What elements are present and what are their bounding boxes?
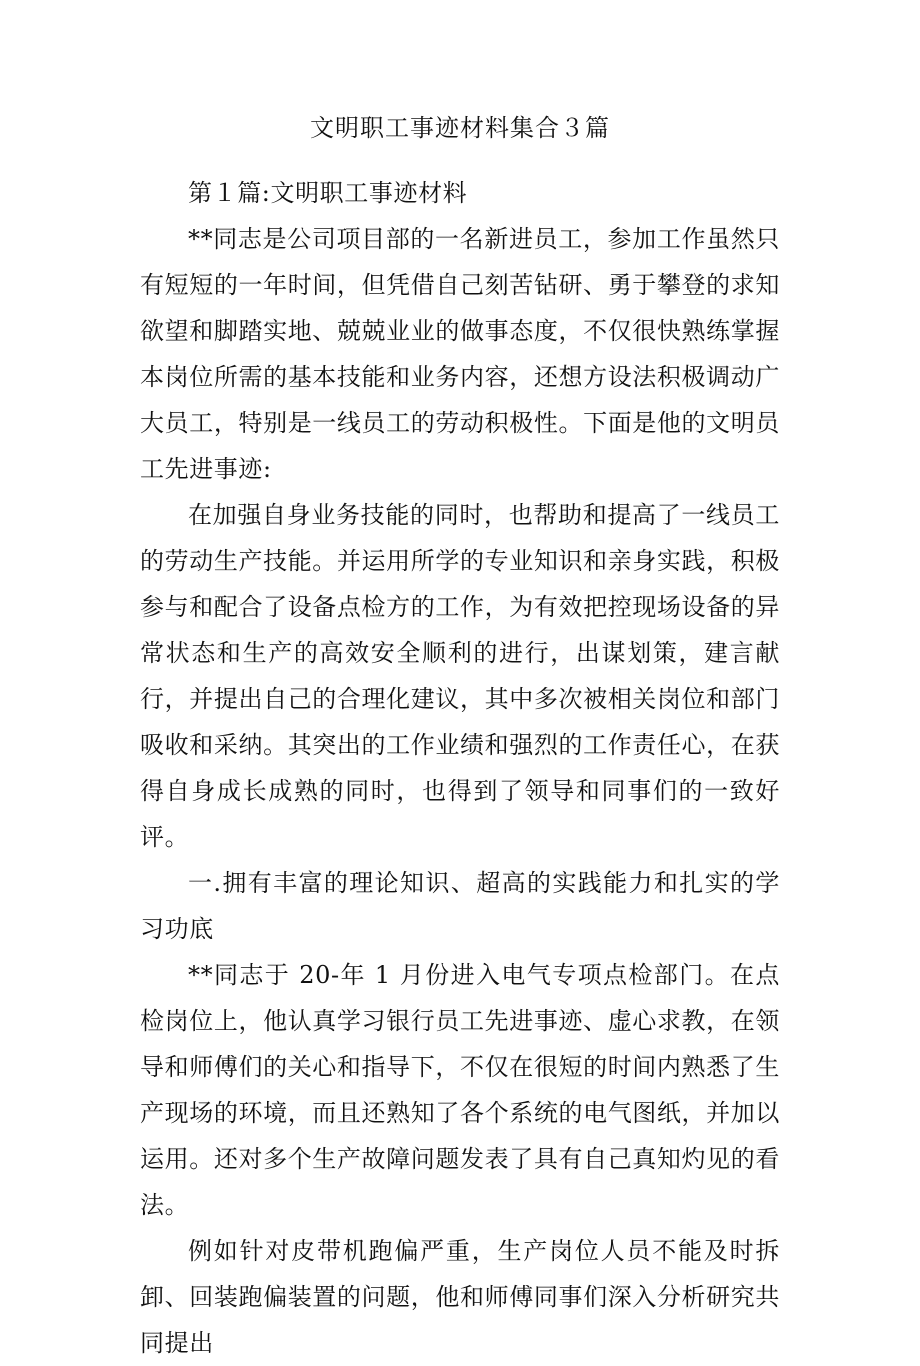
paragraph-electrical: **同志于 20-年 1 月份进入电气专项点检部门。在点检岗位上，他认真学习银行员工先进事迹、虚心求教，在领导和师傅们的关心和指导下，不仅在很短的时间内熟悉了生产现场的环境，而且还熟知了各个系统的电气图纸，并加以运用。还对多个生产故障问题发表了具有自己真知灼见的看法。 [140,961,780,1219]
document-body [140,170,780,1366]
paragraph-example: 例如针对皮带机跑偏严重，生产岗位人员不能及时拆卸、回装跑偏装置的问题，他和师傅同事们深入分析研究共同提出 [140,1237,780,1357]
paragraph-intro: **同志是公司项目部的一名新进员工，参加工作虽然只有短短的一年时间，但凭借自己刻苦钻研、勇于攀登的求知欲望和脚踏实地、兢兢业业的做事态度，不仅很快熟练掌握本岗位所需的基本技能和业务内容，还想方设法积极调动广大员工，特别是一线员工的劳动积极性。下面是他的文明员工先进事迹: [140,225,780,483]
document-title: 文明职工事迹材料集合３篇 [310,114,610,142]
section-title: 第１篇:文明职工事迹材料 [188,179,468,207]
paragraph-heading-one: 一.拥有丰富的理论知识、超高的实践能力和扎实的学习功底 [140,869,780,943]
paragraph-skills: 在加强自身业务技能的同时，也帮助和提高了一线员工的劳动生产技能。并运用所学的专业知识和亲身实践，积极参与和配合了设备点检方的工作，为有效把控现场设备的异常状态和生产的高效安全顺利的进行，出谋划策，建言献行，并提出自己的合理化建议，其中多次被相关岗位和部门吸收和采纳。其突出的工作业绩和强烈的工作责任心，在获得自身成长成熟的同时，也得到了领导和同事们的一致好评。 [140,501,780,851]
